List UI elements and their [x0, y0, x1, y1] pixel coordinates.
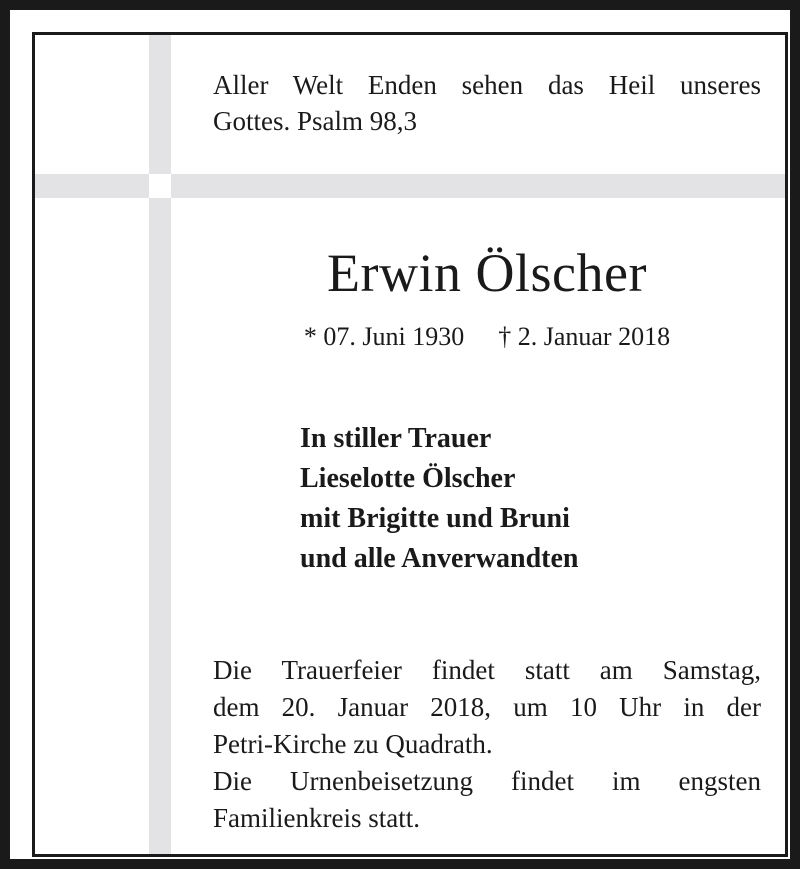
life-dates: [213, 320, 761, 354]
funeral-info-line: Petri-Kirche zu Quadrath.: [213, 729, 493, 759]
mourners-block: [300, 419, 579, 579]
cross-horizontal-bar: [35, 174, 785, 198]
bible-quote: [213, 67, 761, 139]
deceased-name: Erwin Ölscher: [327, 243, 647, 303]
birth-date: * 07. Juni 1930: [303, 322, 465, 351]
funeral-info-line: dem 20. Januar 2018, um 10 Uhr in der: [213, 692, 761, 722]
bible-quote-line-2: Gottes. Psalm 98,3: [213, 106, 418, 136]
funeral-info-line: Familienkreis statt.: [213, 803, 420, 833]
obituary-inner-frame: [32, 32, 788, 857]
bible-quote-line-1: Aller Welt Enden sehen das Heil unseres: [213, 70, 761, 100]
death-date: † 2. Januar 2018: [498, 322, 671, 351]
cross-vertical-bar: [149, 35, 171, 854]
funeral-info: [213, 652, 761, 837]
mourners-line: und alle Anverwandten: [300, 543, 579, 574]
funeral-info-line: Die Urnenbeisetzung findet im engsten: [213, 766, 761, 796]
mourners-line: mit Brigitte und Bruni: [300, 503, 570, 534]
cross-center-gap: [149, 174, 171, 198]
mourners-line: Lieselotte Ölscher: [300, 463, 516, 494]
mourners-line: In stiller Trauer: [300, 423, 492, 454]
funeral-info-line: Die Trauerfeier findet statt am Samstag,: [213, 655, 761, 685]
